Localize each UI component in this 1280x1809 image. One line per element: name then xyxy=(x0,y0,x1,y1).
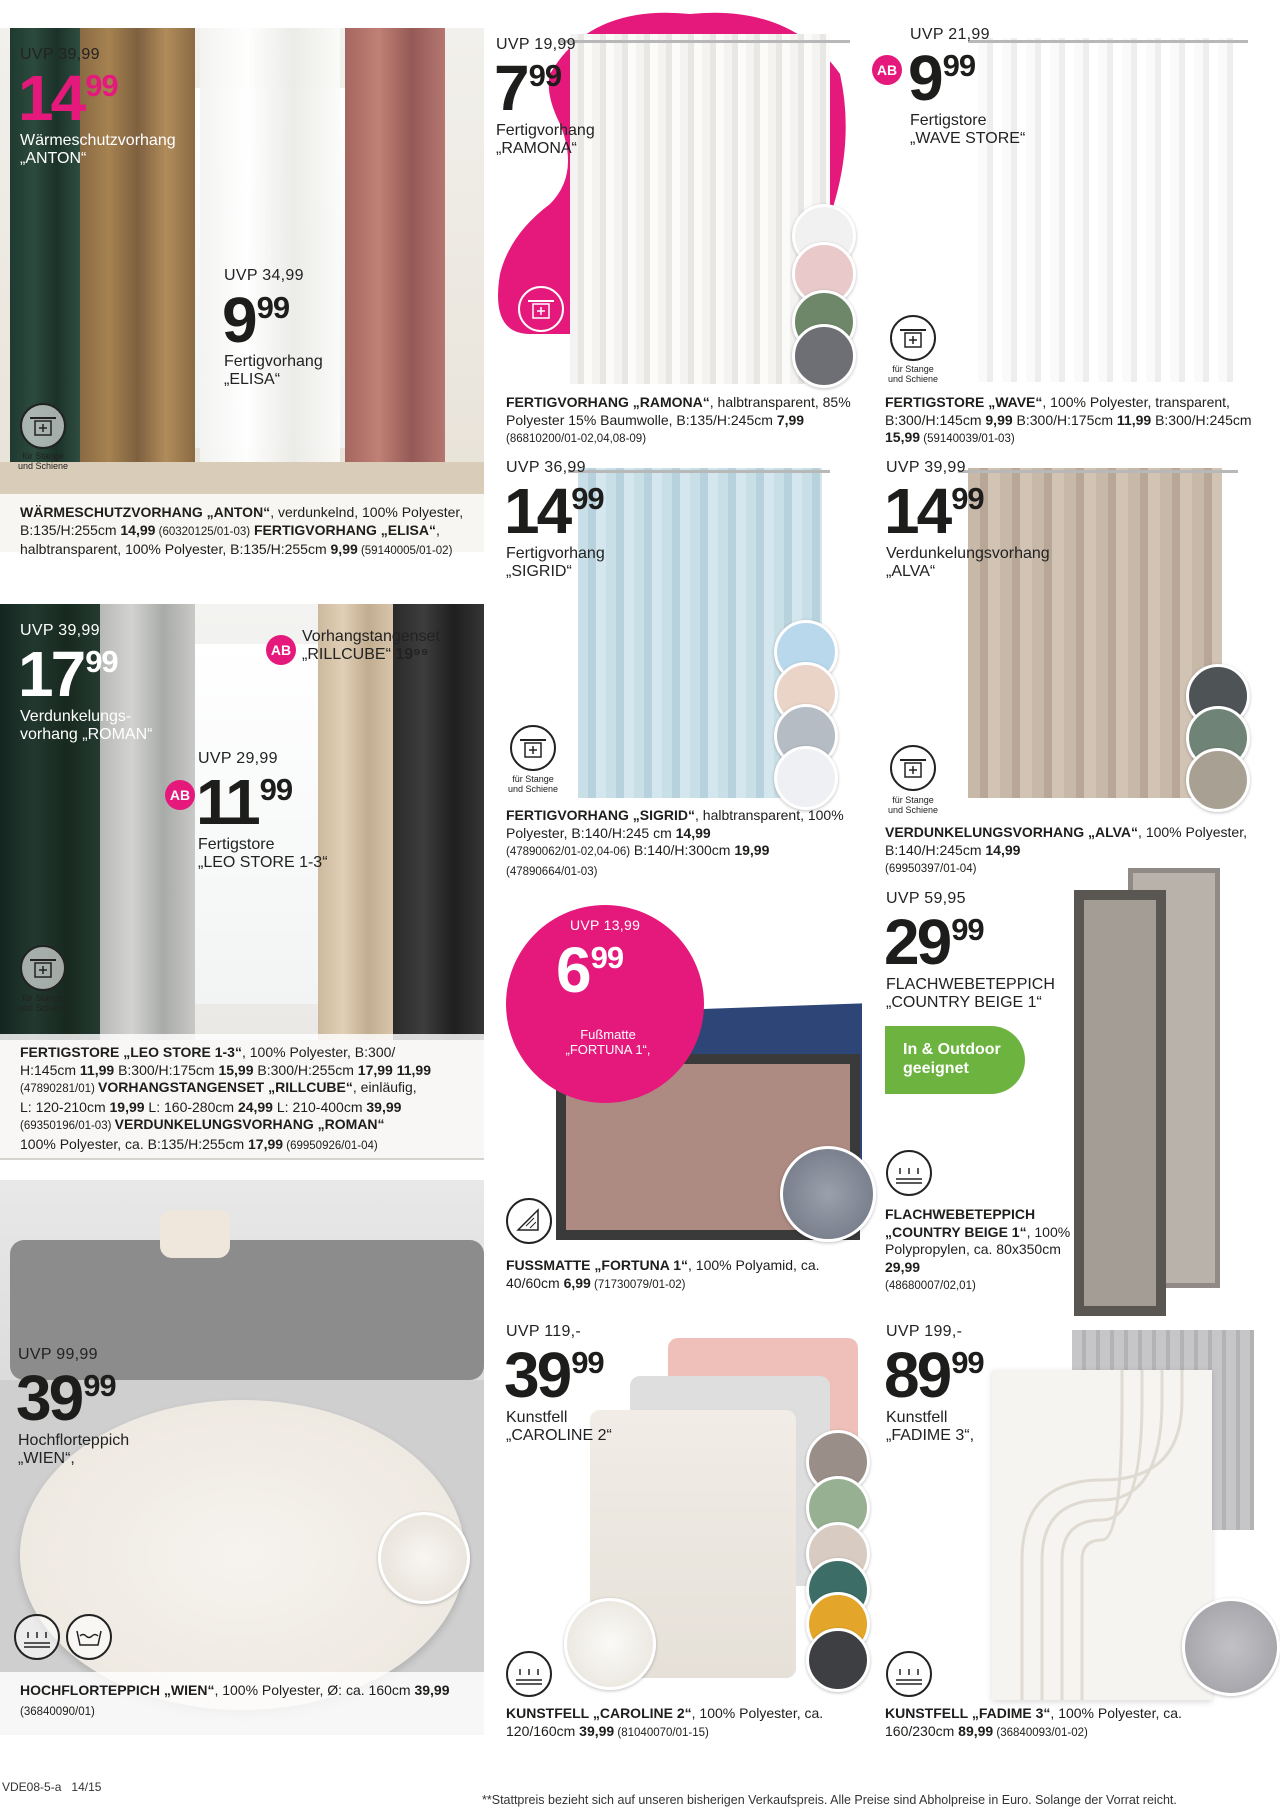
wave-desc: FERTIGSTORE „WAVE“, 100% Polyester, transparent, B:300/H:145cm 9,99 B:300/H:175cm 11,99 B:300/H:245cm 15,99 (59140039/01-03) xyxy=(885,394,1252,445)
footer-code: VDE08-5-a 14/15 xyxy=(2,1780,102,1794)
caroline-desc: KUNSTFELL „CAROLINE 2“, 100% Polyester, ca. 120/160cm 39,99 (81040070/01-15) xyxy=(506,1705,824,1739)
page-number: 14/15 xyxy=(71,1780,102,1794)
caroline-price: $39^{99}$ xyxy=(504,1339,604,1411)
alva-curtain xyxy=(968,468,1222,798)
leo-roman-desc: FERTIGSTORE „LEO STORE 1-3“, 100% Polyester, B:300/ H:145cm 11,99 B:300/H:175cm 15,99 B:300/H:255cm 17,99 11,99 (47890281/01) VORHANGSTANGENSET „RILLCUBE“, einläufig, L: 120-210cm 19,99 L: 160-280cm 24,99 L: 210-400cm 39,99 (69350196/01-03) VERDUNKELUNGSVORHANG „ROMAN“ 100% Polyester, ca. B:135/H:255cm 17,99 (69950926/01-04) xyxy=(20,1044,431,1152)
rail-icon-label: für Stange und Schiene xyxy=(887,795,939,815)
alva-name: Verdunkelungsvorhang „ALVA“ xyxy=(886,545,1050,580)
fadime-desc: KUNSTFELL „FADIME 3“, 100% Polyester, ca. 160/230cm 89,99 (36840093/01-02) xyxy=(885,1705,1182,1739)
sigrid-desc: FERTIGVORHANG „SIGRID“, halbtransparent, 100% Polyester, B:140/H:245 cm 14,99 (47890062/01-02,04-06) B:140/H:300cm 19,99 (47890664/01-03) xyxy=(506,807,844,878)
leo-uvp: UVP 29,99 xyxy=(198,750,278,767)
anton-uvp: UVP 39,99 xyxy=(20,46,100,63)
fadime-price: $89^{99}$ xyxy=(884,1339,984,1411)
caroline-name: Kunstfell „CAROLINE 2“ xyxy=(506,1409,612,1444)
fadime-name: Kunstfell „FADIME 3“, xyxy=(886,1409,975,1444)
sigrid-name: Fertigvorhang „SIGRID“ xyxy=(506,545,605,580)
roman-price: $17^{99}$ xyxy=(18,638,118,710)
fortuna-texture-swatch xyxy=(780,1146,876,1242)
sigrid-uvp: UVP 36,99 xyxy=(506,459,586,476)
country-price: $29^{99}$ xyxy=(884,906,984,978)
wien-name: Hochflorteppich „WIEN“, xyxy=(18,1432,130,1467)
elisa-uvp: UVP 34,99 xyxy=(224,267,304,284)
washable-icon xyxy=(66,1614,112,1660)
anton-name: Wärmeschutzvorhang „ANTON“ xyxy=(20,132,176,167)
caroline-uvp: UVP 119,- xyxy=(506,1323,582,1340)
ramona-desc: FERTIGVORHANG „RAMONA“, halbtransparent, 85% Polyester 15% Baumwolle, B:135/H:245cm 7,99 (86810200/01-02,04,08-09) xyxy=(506,394,851,445)
leo-ab-badge: AB xyxy=(165,780,195,810)
curtain-rod xyxy=(568,470,830,473)
rail-icon-label: für Stange und Schiene xyxy=(515,335,567,355)
alva-swatch-taupe xyxy=(1186,748,1250,812)
sigrid-swatch-white xyxy=(774,746,838,810)
fortuna-name: Fußmatte „FORTUNA 1“, xyxy=(565,1027,651,1057)
rillcube-name: Vorhangstangenset „RILLCUBE“ 19⁹⁹ xyxy=(302,628,440,663)
underfloor-heating-icon xyxy=(506,1651,552,1697)
rail-icon-label: für Stange und Schiene xyxy=(17,451,69,471)
alva-uvp: UVP 39,99 xyxy=(886,459,966,476)
wien-texture-swatch xyxy=(378,1512,470,1604)
fortuna-price: $6^{99}$ xyxy=(556,934,624,1006)
caroline-swatch-anthracite xyxy=(806,1628,870,1692)
ramona-swatch-grey xyxy=(792,324,856,388)
ramona-curtain xyxy=(570,34,830,384)
fortuna-uvp: UVP 13,99 xyxy=(570,917,641,933)
country-name: FLACHWEBETEPPICH „COUNTRY BEIGE 1“ xyxy=(886,976,1055,1011)
leo-roman-infobox xyxy=(0,1034,484,1158)
anti-slip-icon xyxy=(506,1198,552,1244)
fadime-texture-swatch xyxy=(1182,1598,1280,1696)
in-outdoor-badge: In & Outdoor geeignet xyxy=(885,1026,1025,1094)
ramona-price: $7^{99}$ xyxy=(494,52,562,124)
anton-price: $14^{99}$ xyxy=(18,62,118,134)
wien-desc: HOCHFLORTEPPICH „WIEN“, 100% Polyester, Ø: ca. 160cm 39,99 (36840090/01) xyxy=(20,1682,450,1718)
ramona-name: Fertigvorhang „RAMONA“ xyxy=(496,122,595,157)
roman-uvp: UVP 39,99 xyxy=(20,622,100,639)
anton-elisa-infobox xyxy=(0,494,484,570)
curtain-rod xyxy=(968,40,1248,43)
alva-price: $14^{99}$ xyxy=(884,475,984,547)
sigrid-price: $14^{99}$ xyxy=(504,475,604,547)
rail-icon-label: für Stange und Schiene xyxy=(507,774,559,794)
wave-uvp: UVP 21,99 xyxy=(910,26,990,43)
rail-icon-label: für Stange und Schiene xyxy=(17,993,69,1013)
caroline-texture-swatch xyxy=(564,1598,656,1690)
elisa-name: Fertigvorhang „ELISA“ xyxy=(224,353,323,388)
curtain-rail-icon xyxy=(510,725,556,771)
wave-price: $9^{99}$ xyxy=(908,42,976,114)
curtain-rod xyxy=(560,40,850,43)
leo-price: $11^{99}$ xyxy=(196,766,293,838)
elisa-price: $9^{99}$ xyxy=(222,284,290,356)
fortuna-desc: FUSSMATTE „FORTUNA 1“, 100% Polyamid, ca. 40/60cm 6,99 (71730079/01-02) xyxy=(506,1257,820,1291)
ramona-uvp: UVP 19,99 xyxy=(496,36,576,53)
wave-name: Fertigstore „WAVE STORE“ xyxy=(910,112,1026,147)
fortuna-price-circle xyxy=(506,905,704,1103)
wave-ab-badge: AB xyxy=(872,55,902,85)
rail-icon-label: für Stange und Schiene xyxy=(887,364,939,384)
fadime-uvp: UVP 199,- xyxy=(886,1323,963,1340)
alva-desc: VERDUNKELUNGSVORHANG „ALVA“, 100% Polyester, B:140/H:245cm 14,99 (69950397/01-04) xyxy=(885,824,1247,875)
curtain-rail-icon xyxy=(890,745,936,791)
curtain-rail-icon xyxy=(518,286,564,332)
curtain-rail-icon xyxy=(890,315,936,361)
roman-name: Verdunkelungs- vorhang „ROMAN“ xyxy=(20,708,153,743)
rillcube-ab-badge: AB xyxy=(266,635,296,665)
leo-name: Fertigstore „LEO STORE 1-3“ xyxy=(198,836,328,871)
underfloor-heating-icon xyxy=(886,1150,932,1196)
curtain-rail-icon xyxy=(20,945,66,991)
wave-curtain xyxy=(978,38,1240,382)
underfloor-heating-icon xyxy=(14,1614,60,1660)
country-runner-front xyxy=(1074,890,1166,1316)
curtain-rod xyxy=(958,470,1238,473)
curtain-rail-icon xyxy=(20,403,66,449)
footer-note: **Stattpreis bezieht sich auf unseren bisherigen Verkaufspreis. Alle Preise sind Abholpreise in Euro. Solange der Vorrat reicht. xyxy=(482,1793,1177,1807)
country-uvp: UVP 59,95 xyxy=(886,890,966,907)
underfloor-heating-icon xyxy=(886,1651,932,1697)
country-desc: FLACHWEBETEPPICH „COUNTRY BEIGE 1“, 100% Polypropylen, ca. 80x350cm 29,99 (48680007/02,01) xyxy=(885,1206,1071,1292)
anton-desc: WÄRMESCHUTZVORHANG „ANTON“, verdunkelnd, 100% Polyester, B:135/H:255cm 14,99 (60320125/01-03) FERTIGVORHANG „ELISA“, halbtransparent, 100% Polyester, B:135/H:255cm 9,99 (59140005/01-02) xyxy=(20,504,464,557)
wien-infobox xyxy=(0,1672,484,1736)
wien-price: $39^{99}$ xyxy=(16,1362,116,1434)
fadime-rug-front xyxy=(992,1370,1212,1700)
wien-uvp: UVP 99,99 xyxy=(18,1346,98,1363)
